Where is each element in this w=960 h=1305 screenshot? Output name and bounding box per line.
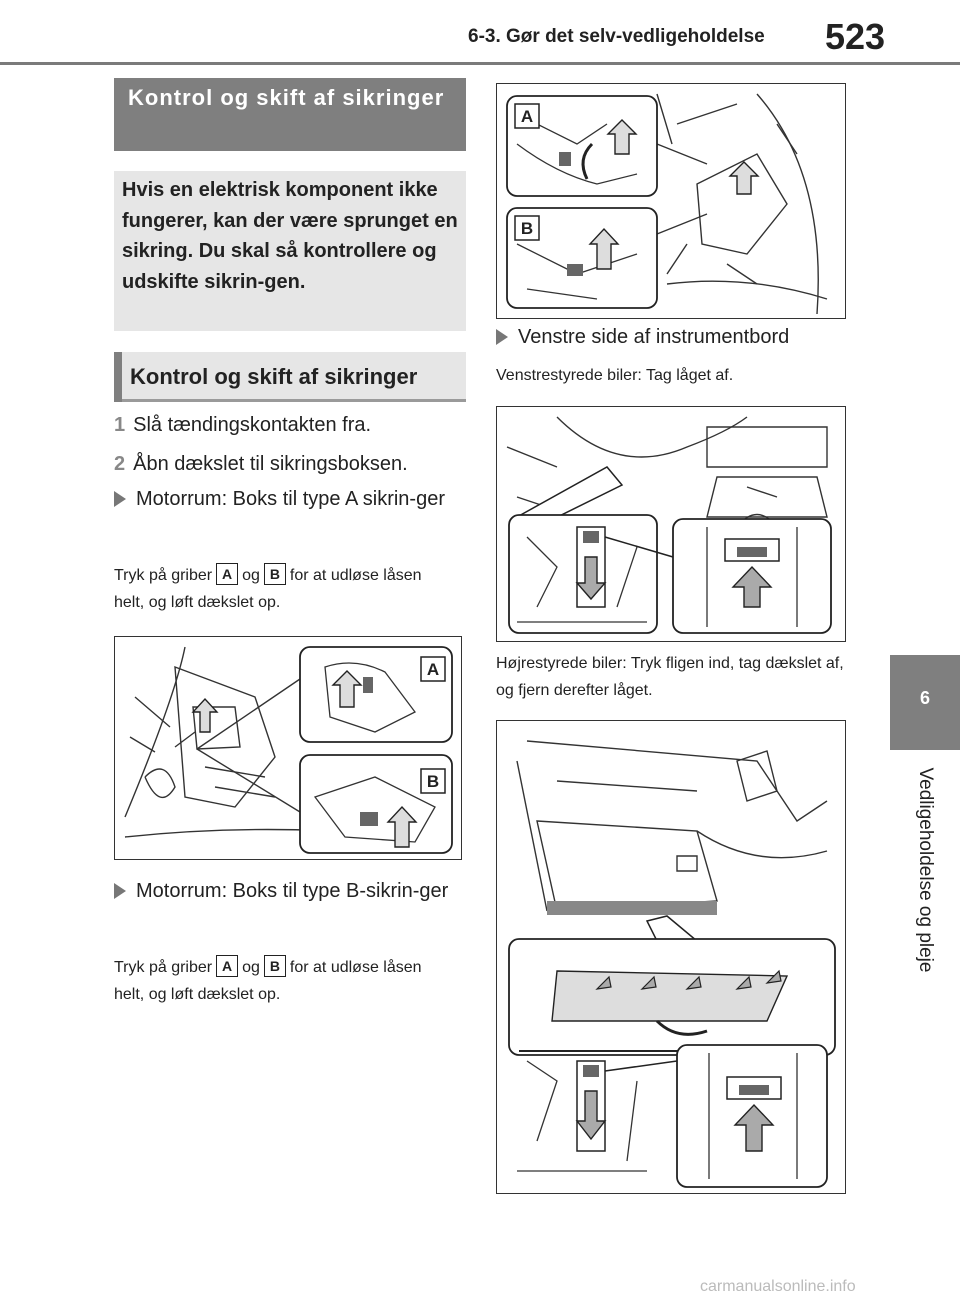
figure-engine-box-b	[496, 83, 846, 319]
instruction-text: og	[242, 567, 260, 584]
lhd-instruction: Venstrestyrede biler: Tag låget af.	[496, 367, 734, 384]
engine-illustration	[115, 637, 462, 860]
instruction-a	[114, 562, 454, 616]
bullet-type-b	[114, 876, 464, 907]
bullet-text: Venstre side af instrumentbord	[518, 326, 790, 348]
figure-engine-box-a	[114, 636, 462, 860]
callout-label-a: A	[426, 660, 440, 679]
chapter-label: Vedligeholdelse og pleje	[915, 767, 936, 973]
glovebox-illustration	[497, 721, 846, 1194]
intro-text: Hvis en elektrisk komponent ikke fungerer, kan der være sprunget en sikring. Du skal så kontrollere og udskifte sikrin-gen.	[122, 179, 458, 293]
bullet-dashboard-left	[496, 322, 846, 353]
badge-b: B	[264, 563, 286, 585]
watermark: carmanualsonline.info	[700, 1278, 856, 1295]
badge-a: A	[216, 955, 238, 977]
dashboard-illustration	[497, 407, 846, 642]
section-header: 6-3. Gør det selv-vedligeholdelse	[468, 26, 765, 47]
rhd-instruction: Højrestyrede biler: Tryk fligen ind, tag dækslet af, og fjern derefter låget.	[496, 655, 844, 699]
section-heading: Kontrol og skift af sikringer	[130, 364, 418, 389]
chapter-number: 6	[919, 688, 930, 708]
header-rule	[0, 62, 960, 65]
bullet-text: Motorrum: Boks til type A sikrin-ger	[136, 488, 445, 510]
bullet-text: Motorrum: Boks til type B-sikrin-ger	[136, 880, 449, 902]
callout-label-b: B	[426, 772, 440, 791]
page-number: 523	[825, 16, 886, 57]
step-number: 1	[114, 414, 126, 436]
bullet-triangle-icon	[496, 329, 508, 345]
callout-label-b: B	[520, 219, 534, 238]
step-number: 2	[114, 453, 126, 475]
step-2	[114, 453, 408, 476]
bullet-triangle-icon	[114, 883, 126, 899]
section-heading-bar	[114, 352, 122, 402]
bullet-triangle-icon	[114, 491, 126, 507]
step-text: Slå tændingskontakten fra.	[133, 414, 372, 436]
badge-a: A	[216, 563, 238, 585]
instruction-text: Tryk på griber	[114, 567, 213, 584]
engine-illustration	[497, 84, 846, 319]
instruction-b	[114, 954, 454, 1008]
instruction-text: og	[242, 959, 260, 976]
instruction-text: for at udløse låsen helt, og løft dækslet op.	[114, 567, 422, 611]
bullet-type-a	[114, 484, 464, 515]
figure-rhd-glovebox	[496, 720, 846, 1194]
step-text: Åbn dækslet til sikringsboksen.	[133, 453, 408, 475]
figure-lhd-dashboard	[496, 406, 846, 642]
instruction-text: Tryk på griber	[114, 959, 213, 976]
callout-label-a: A	[520, 107, 534, 126]
page-title: Kontrol og skift af sikringer	[128, 85, 445, 110]
instruction-text: for at udløse låsen helt, og løft dækslet op.	[114, 959, 422, 1003]
step-1	[114, 414, 371, 437]
badge-b: B	[264, 955, 286, 977]
